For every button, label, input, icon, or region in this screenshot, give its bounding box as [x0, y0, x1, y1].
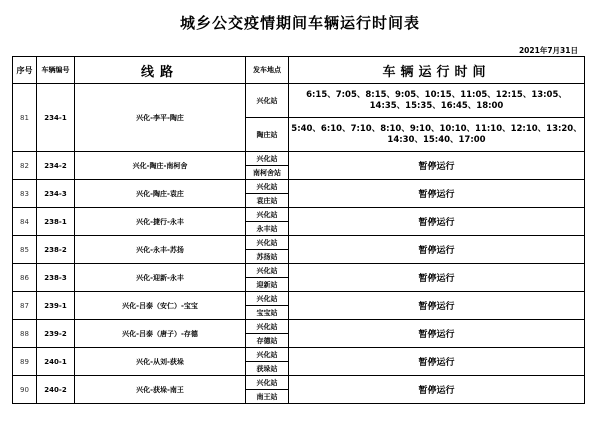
row-station-origin: 兴化站	[246, 208, 289, 222]
row-seq: 86	[13, 264, 37, 292]
header-times: 车辆运行时间	[289, 57, 585, 84]
row-seq: 88	[13, 320, 37, 348]
row-station-origin: 兴化站	[246, 236, 289, 250]
header-station: 发车地点	[246, 57, 289, 84]
row-station-origin: 兴化站	[246, 320, 289, 334]
row-status: 暂停运行	[289, 208, 585, 236]
row-seq: 84	[13, 208, 37, 236]
row-times-origin: 6:15、7:05、8:15、9:05、10:15、11:05、12:15、13:05、14:35、15:35、16:45、18:00	[289, 84, 585, 118]
row-station-origin: 兴化站	[246, 152, 289, 166]
row-status: 暂停运行	[289, 376, 585, 404]
row-station-origin: 兴化站	[246, 292, 289, 306]
document-date: 2021年7月31日	[518, 46, 578, 55]
row-bus-no: 239-2	[37, 320, 75, 348]
row-route: 兴化-获垛-南王	[75, 376, 246, 404]
row-station-origin: 兴化站	[246, 180, 289, 194]
header-seq: 序号	[13, 57, 37, 84]
header-route: 线路	[75, 57, 246, 84]
row-times-destination: 5:40、6:10、7:10、8:10、9:10、10:10、11:10、12:10、13:20、14:30、15:40、17:00	[289, 118, 585, 152]
row-status: 暂停运行	[289, 264, 585, 292]
row-seq: 81	[13, 84, 37, 152]
row-bus-no: 234-2	[37, 152, 75, 180]
schedule-table	[12, 56, 585, 404]
row-route: 兴化-陶庄-袁庄	[75, 180, 246, 208]
row-route: 兴化-李平-陶庄	[75, 84, 246, 152]
row-seq: 85	[13, 236, 37, 264]
table-row	[13, 376, 585, 390]
row-status: 暂停运行	[289, 320, 585, 348]
row-bus-no: 238-3	[37, 264, 75, 292]
table-row	[13, 264, 585, 278]
table-row	[13, 180, 585, 194]
row-station-destination: 南柯舍站	[246, 166, 289, 180]
table-row	[13, 320, 585, 334]
row-route: 兴化-从刘-获垛	[75, 348, 246, 376]
row-station-destination: 获垛站	[246, 362, 289, 376]
table-header-row	[13, 57, 585, 84]
row-bus-no: 240-1	[37, 348, 75, 376]
row-station-destination: 存德站	[246, 334, 289, 348]
row-status: 暂停运行	[289, 348, 585, 376]
row-station-destination: 永丰站	[246, 222, 289, 236]
row-bus-no: 239-1	[37, 292, 75, 320]
row-route: 兴化-陶庄-南柯舍	[75, 152, 246, 180]
table-row	[13, 208, 585, 222]
row-status: 暂停运行	[289, 180, 585, 208]
row-status: 暂停运行	[289, 292, 585, 320]
table-row	[13, 292, 585, 306]
row-station-destination: 袁庄站	[246, 194, 289, 208]
table-row	[13, 152, 585, 166]
table-row	[13, 84, 585, 118]
row-route: 兴化-迎新-永丰	[75, 264, 246, 292]
row-bus-no: 238-1	[37, 208, 75, 236]
row-station-origin: 兴化站	[246, 348, 289, 362]
row-station-destination: 苏扬站	[246, 250, 289, 264]
row-bus-no: 234-3	[37, 180, 75, 208]
row-route: 兴化-吕泰（安仁）-宝宝	[75, 292, 246, 320]
row-route: 兴化-吕泰（唐子）-存德	[75, 320, 246, 348]
row-station-origin: 兴化站	[246, 264, 289, 278]
row-bus-no: 238-2	[37, 236, 75, 264]
row-seq: 87	[13, 292, 37, 320]
table-row	[13, 348, 585, 362]
row-seq: 89	[13, 348, 37, 376]
row-seq: 82	[13, 152, 37, 180]
row-station-origin: 兴化站	[246, 376, 289, 390]
row-station-destination: 南王站	[246, 390, 289, 404]
page-title: 城乡公交疫情期间车辆运行时间表	[179, 14, 420, 32]
row-route: 兴化-捷行-永丰	[75, 208, 246, 236]
row-station-origin: 兴化站	[246, 84, 289, 118]
row-status: 暂停运行	[289, 236, 585, 264]
table-row	[13, 236, 585, 250]
row-station-destination: 陶庄站	[246, 118, 289, 152]
row-bus-no: 234-1	[37, 84, 75, 152]
row-route: 兴化-永丰-苏扬	[75, 236, 246, 264]
row-seq: 90	[13, 376, 37, 404]
row-bus-no: 240-2	[37, 376, 75, 404]
row-station-destination: 宝宝站	[246, 306, 289, 320]
row-seq: 83	[13, 180, 37, 208]
row-station-destination: 迎新站	[246, 278, 289, 292]
row-status: 暂停运行	[289, 152, 585, 180]
header-bus-no: 车辆编号	[37, 57, 75, 84]
